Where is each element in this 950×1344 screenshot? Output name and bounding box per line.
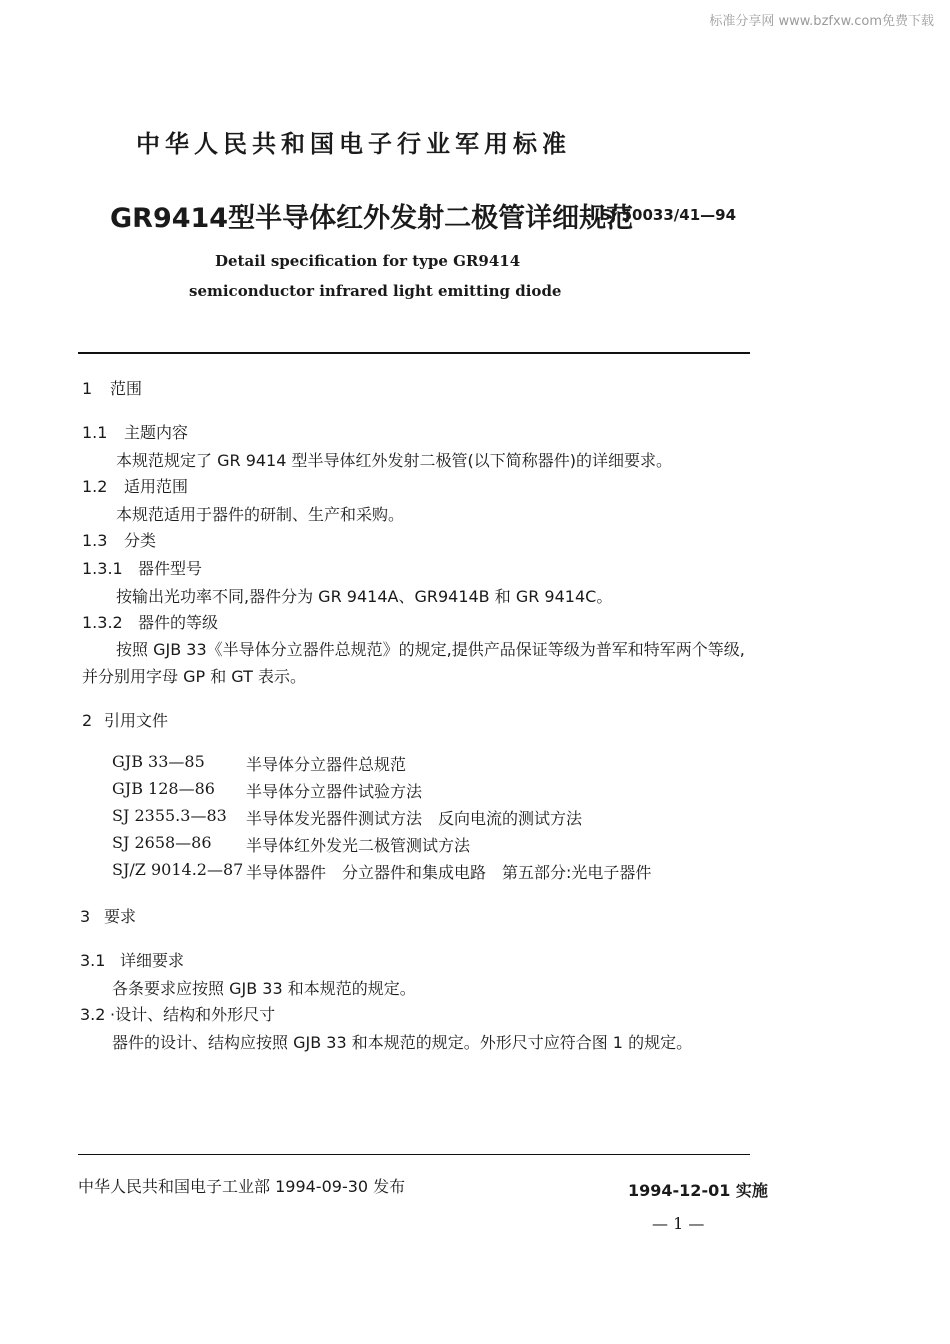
reference-code: SJ/Z 9014.2—87 xyxy=(112,860,244,879)
effective-date: 1994-12-01 实施 xyxy=(628,1181,768,1200)
reference-code: SJ 2355.3—83 xyxy=(112,806,227,825)
section-3-2-text: 器件的设计、结构应按照 GJB 33 和本规范的规定。外形尺寸应符合图 1 的规定。 xyxy=(112,1033,693,1052)
section-title: 适用范围 xyxy=(124,477,189,496)
watermark: 标准分享网 www.bzfxw.com免费下载 xyxy=(709,14,934,29)
standard-title: 中华人民共和国电子行业军用标准 xyxy=(136,130,571,158)
section-number: 1.2 xyxy=(82,477,108,496)
section-1-3-2-text: 按照 GJB 33《半导体分立器件总规范》的规定,提供产品保证等级为普军和特军两个等级,并分别用字母 GP 和 GT 表示。 xyxy=(82,640,745,686)
reference-title: 半导体分立器件总规范 xyxy=(246,755,407,774)
section-1-1-heading xyxy=(82,420,188,443)
reference-code: SJ 2658—86 xyxy=(112,833,212,852)
section-number: 1.1 xyxy=(82,423,108,442)
section-title: 器件型号 xyxy=(138,559,203,578)
section-1-2-text: 本规范适用于器件的研制、生产和采购。 xyxy=(116,505,405,524)
section-1-3-1-heading xyxy=(82,556,202,579)
issue-date: 中华人民共和国电子工业部 1994-09-30 发布 xyxy=(78,1177,406,1196)
section-3-heading xyxy=(80,904,136,927)
section-title: 分类 xyxy=(124,531,157,550)
english-title-line1: Detail specification for type GR9414 xyxy=(215,252,521,270)
section-number: 3.2 xyxy=(80,1005,106,1024)
section-number: 1.3.1 xyxy=(82,559,123,578)
section-number: 1 xyxy=(82,379,93,398)
section-1-2-heading xyxy=(82,474,188,497)
section-1-1-text: 本规范规定了 GR 9414 型半导体红外发射二极管(以下简称器件)的详细要求。 xyxy=(116,451,672,470)
section-number: 3.1 xyxy=(80,951,106,970)
header-divider xyxy=(78,352,750,354)
section-title: 要求 xyxy=(104,907,137,926)
reference-title: 半导体分立器件试验方法 xyxy=(246,782,423,801)
section-1-3-2-heading xyxy=(82,610,218,633)
section-title: 主题内容 xyxy=(124,423,189,442)
document-code: SJ 50033/41—94 xyxy=(600,206,737,224)
footer-divider xyxy=(78,1154,750,1155)
section-title: 器件的等级 xyxy=(138,613,219,632)
section-title: 范围 xyxy=(110,379,143,398)
section-number: 2 xyxy=(82,711,93,730)
reference-code: GJB 128—86 xyxy=(112,779,215,798)
section-2-heading xyxy=(82,708,168,731)
section-number: 3 xyxy=(80,907,91,926)
reference-title: 半导体红外发光二极管测试方法 xyxy=(246,836,471,855)
document-title: GR9414型半导体红外发射二极管详细规范 xyxy=(110,203,634,234)
section-1-heading xyxy=(82,376,142,399)
section-number: 1.3.2 xyxy=(82,613,123,632)
section-title: ·设计、结构和外形尺寸 xyxy=(110,1005,276,1024)
section-1-3-1-text: 按输出光功率不同,器件分为 GR 9414A、GR9414B 和 GR 9414C。 xyxy=(116,587,613,606)
section-3-2-heading xyxy=(80,1002,275,1025)
reference-title: 半导体器件 分立器件和集成电路 第五部分:光电子器件 xyxy=(246,863,652,882)
section-3-1-heading xyxy=(80,948,184,971)
section-3-1-text: 各条要求应按照 GJB 33 和本规范的规定。 xyxy=(112,979,416,998)
page-number: — 1 — xyxy=(652,1214,705,1233)
section-title: 引用文件 xyxy=(104,711,169,730)
reference-code: GJB 33—85 xyxy=(112,752,205,771)
section-number: 1.3 xyxy=(82,531,108,550)
section-title: 详细要求 xyxy=(120,951,185,970)
reference-title: 半导体发光器件测试方法 反向电流的测试方法 xyxy=(246,809,583,828)
english-title-line2: semiconductor infrared light emitting diode xyxy=(189,282,562,300)
section-1-3-heading xyxy=(82,528,156,551)
